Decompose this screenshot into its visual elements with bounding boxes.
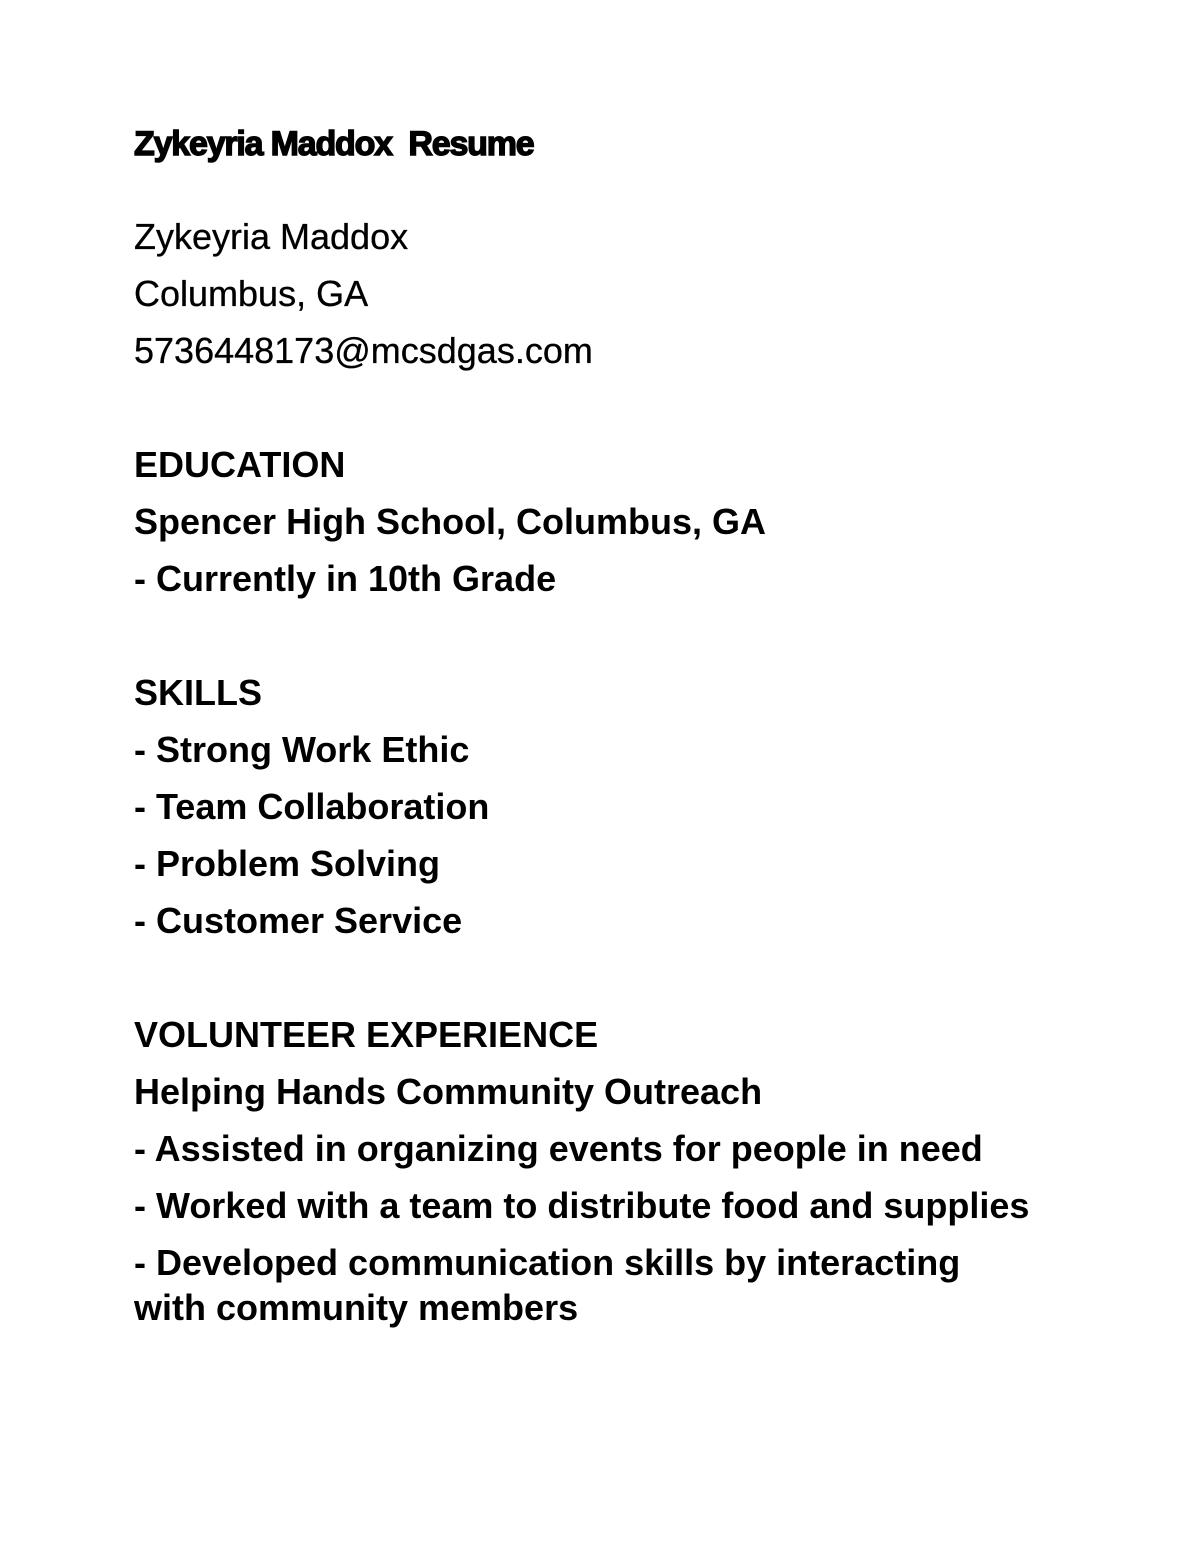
contact-location: Columbus, GA bbox=[134, 273, 369, 314]
skills-heading: SKILLS bbox=[134, 672, 263, 713]
skill-item: - Strong Work Ethic bbox=[134, 729, 470, 770]
contact-email: 5736448173@mcsdgas.com bbox=[134, 330, 593, 371]
volunteer-organization: Helping Hands Community Outreach bbox=[134, 1071, 763, 1112]
volunteer-heading: VOLUNTEER EXPERIENCE bbox=[134, 1014, 599, 1055]
volunteer-item: - Assisted in organizing events for people in need bbox=[134, 1128, 983, 1169]
resume-page bbox=[134, 122, 1064, 1336]
document-title: Zykeyria Maddox Resume bbox=[134, 125, 534, 163]
volunteer-item: - Worked with a team to distribute food and supplies bbox=[134, 1185, 1030, 1226]
skills-section bbox=[134, 664, 1064, 949]
volunteer-item: - Developed communication skills by interacting with community members bbox=[134, 1242, 961, 1328]
contact-name: Zykeyria Maddox bbox=[134, 216, 409, 257]
education-detail: - Currently in 10th Grade bbox=[134, 558, 557, 599]
education-heading: EDUCATION bbox=[134, 444, 346, 485]
education-section bbox=[134, 436, 1064, 607]
skill-item: - Problem Solving bbox=[134, 843, 441, 884]
education-school: Spencer High School, Columbus, GA bbox=[134, 501, 767, 542]
skill-item: - Team Collaboration bbox=[134, 786, 490, 827]
skill-item: - Customer Service bbox=[134, 900, 463, 941]
volunteer-section bbox=[134, 1006, 1064, 1336]
contact-block bbox=[134, 208, 1064, 379]
